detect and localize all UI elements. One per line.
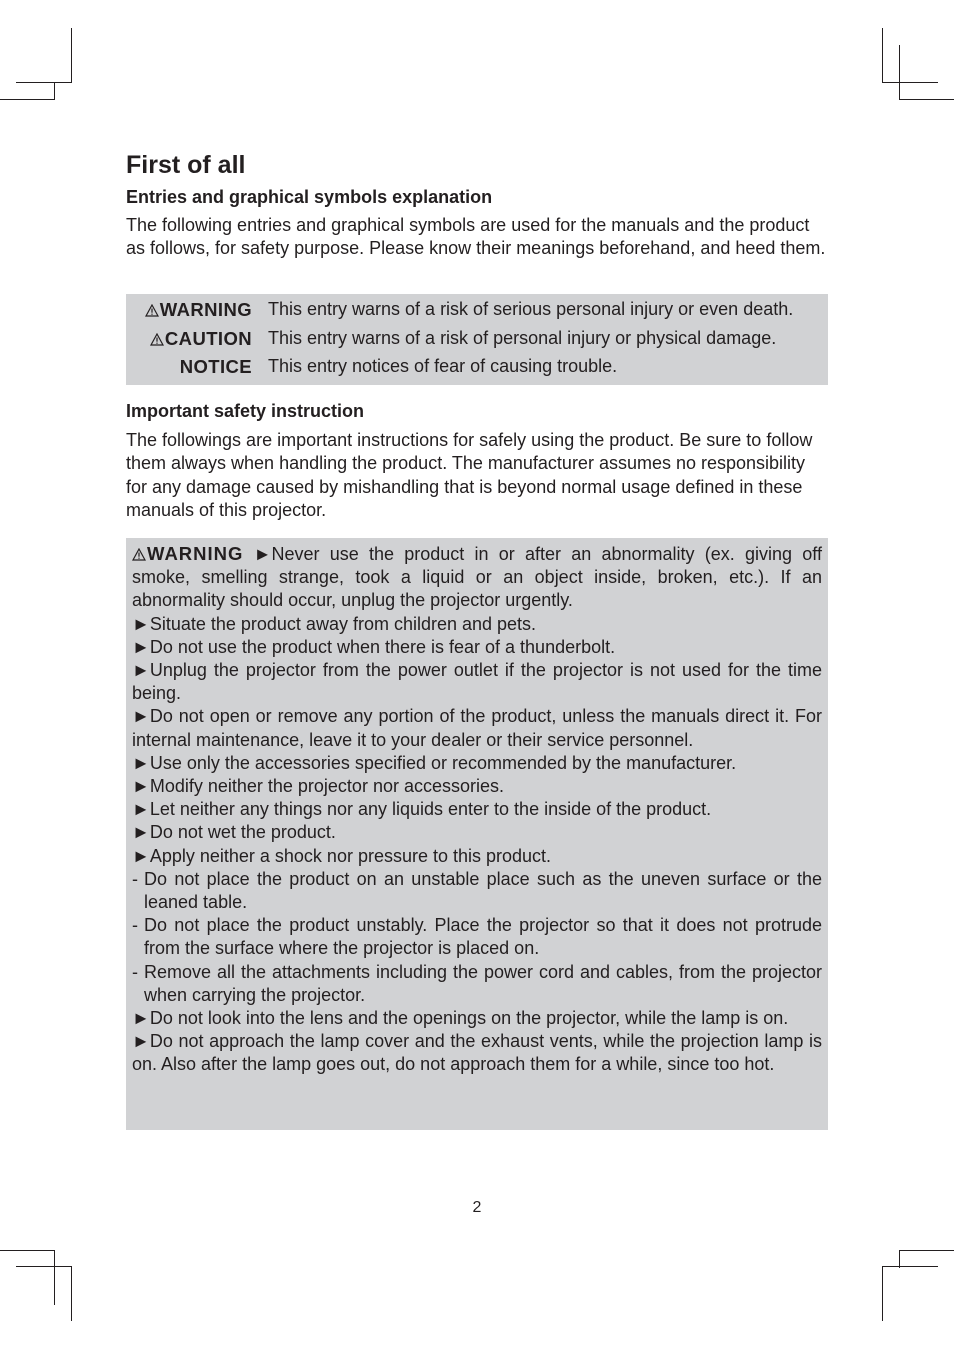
bullet-marker: ► [132,776,150,797]
bullet-marker: ► [132,613,150,634]
warning-item [132,845,822,868]
warning-item-text: Do not use the product when there is fear of a thunderbolt. [149,636,616,657]
warning-item-text: Remove all the attachments including the power cord and cables, from the projector when carrying the projector. [144,961,822,1005]
warning-item-text: Do not look into the lens and the openings on the projector, while the lamp is on. [149,1008,789,1029]
legend-term-label: WARNING [159,299,252,320]
warning-item [132,821,822,844]
warning-triangle-icon [145,304,159,317]
warning-item [132,798,822,821]
crop-mark [71,1266,72,1321]
symbol-legend-box [126,294,828,385]
bullet-marker: ► [132,1008,150,1029]
warning-item [132,775,822,798]
warning-item [132,752,822,775]
crop-mark [899,99,954,100]
bullet-marker: ► [132,752,150,773]
dash-marker: - [132,868,138,889]
warning-item [132,1007,822,1030]
warning-item-text: Do not wet the product. [149,822,336,843]
section-intro-symbols: The following entries and graphical symbols are used for the manuals and the product as follows, for safety purpose. Please know their meanings beforehand, and heed them. [126,215,826,259]
warning-item [132,705,822,751]
legend-row-notice [126,356,828,380]
bullet-marker: ► [132,706,150,727]
bullet-marker: ► [132,636,150,657]
warning-item-text: Do not open or remove any portion of the product, unless the manuals direct it. For internal maintenance, leave it to your dealer or their service personnel. [132,706,822,750]
warning-label: WARNING [147,543,244,564]
bullet-marker: ► [132,799,150,820]
bullet-marker: ► [132,822,150,843]
legend-description: This entry warns of a risk of personal injury or physical damage. [268,328,777,348]
warning-item [132,961,822,1007]
section-heading-safety: Important safety instruction [126,401,365,421]
crop-mark [16,1266,72,1267]
crop-mark [882,82,938,83]
warning-item-text: Let neither any things nor any liquids enter to the inside of the product. [149,799,712,820]
legend-term-label: CAUTION [164,328,252,349]
warning-item [132,659,822,705]
warning-item [132,613,822,636]
crop-mark [0,99,55,100]
dash-marker: - [132,915,138,936]
warning-item [132,542,822,613]
bullet-marker: ► [132,660,150,681]
dash-marker: - [132,961,138,982]
safety-warning-box [126,538,828,1130]
warning-item [132,868,822,914]
page-number: 2 [472,1199,482,1216]
crop-mark [882,1266,938,1267]
warning-item [132,914,822,960]
crop-mark [54,82,55,100]
warning-item-text: Situate the product away from children and pets. [149,613,537,634]
warning-triangle-icon [150,333,164,346]
legend-row-caution [126,328,828,352]
crop-mark [54,1250,55,1305]
bullet-marker: ► [132,1031,150,1052]
warning-item-text: Do not place the product on an unstable place such as the uneven surface or the leaned table. [144,868,822,913]
bullet-marker: ► [132,845,150,866]
legend-description: This entry notices of fear of causing trouble. [268,356,618,376]
warning-item-text: Modify neither the projector nor accessories. [149,776,504,797]
legend-description: This entry warns of a risk of serious personal injury or even death. [268,299,794,319]
crop-mark [71,28,72,83]
warning-triangle-icon [132,548,146,561]
legend-row-warning [126,299,828,323]
page-title: First of all [126,151,246,179]
section-heading-symbols: Entries and graphical symbols explanation [126,187,493,207]
warning-item-text: Never use the product in or after an abnormality (ex. giving off smoke, smelling strange, took a liquid or an object inside, broken, etc.). If an abnormality should occur, unplug the projector urgently. [132,544,822,611]
crop-mark [0,1250,55,1251]
crop-mark [882,28,883,83]
crop-mark [882,1266,883,1321]
crop-mark [899,1250,954,1251]
section-intro-safety: The followings are important instructions for safely using the product. Be sure to follow them always when handling the product. The manufacturer assumes no responsibility for any damage caused by mishandling that is beyond normal usage defined in these manuals of this projector. [126,430,813,520]
warning-item-text: Use only the accessories specified or recommended by the manufacturer. [149,752,737,773]
crop-mark [899,45,900,100]
warning-item-text: Unplug the projector from the power outlet if the projector is not used for the time being. [132,660,822,704]
warning-item-text: Do not place the product unstably. Place the projector so that it does not protrude from the surface where the projector is placed on. [144,915,822,959]
bullet-marker: ► [253,544,272,564]
legend-term-label: NOTICE [179,356,252,377]
warning-item [132,1030,822,1076]
crop-mark [16,82,72,83]
warning-item-text: Apply neither a shock nor pressure to this product. [149,845,552,866]
warning-item [132,636,822,659]
warning-item-text: Do not approach the lamp cover and the exhaust vents, while the projection lamp is on. Also after the lamp goes out, do not approach them for a while, since too hot. [132,1031,822,1075]
warning-list [132,542,822,1077]
